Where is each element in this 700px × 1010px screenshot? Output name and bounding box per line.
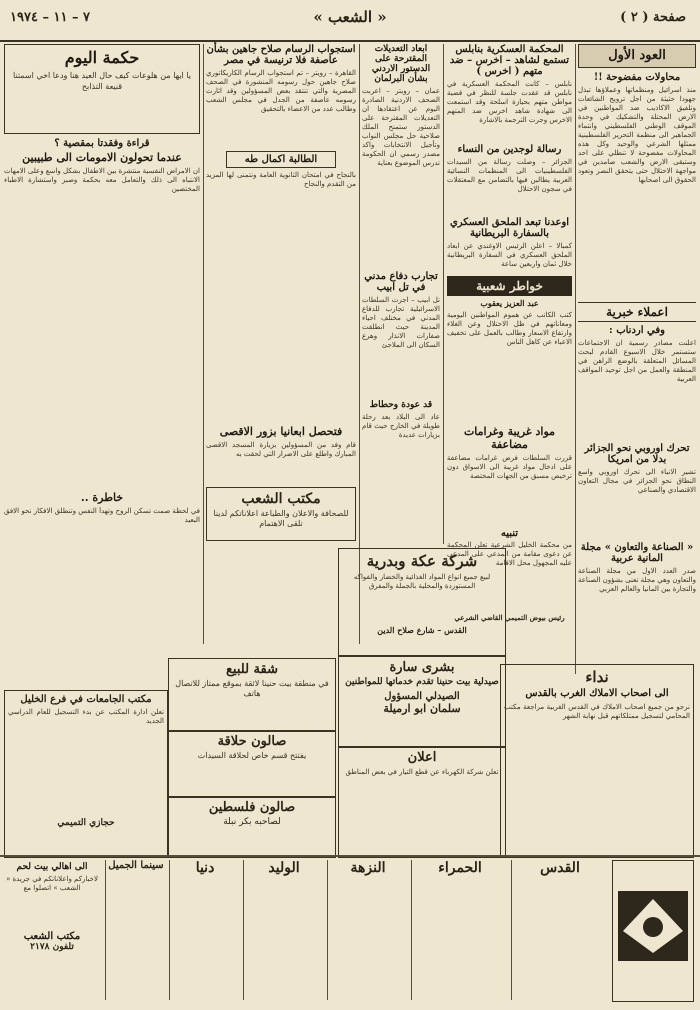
quote-title: حكمة اليوم bbox=[64, 48, 140, 67]
notice-signature: رئيس بيوض التميمي القاضي الشرعي bbox=[454, 613, 565, 622]
article-body: كتب الكاتب عن هموم المواطنين اليومية ومعاناتهم في ظل الاحتلال وعن الغلاء وارتفاع الاسعار وطالب بالعمل على تخفيف الاعباء عن كاهل الناس bbox=[447, 311, 572, 346]
headline: الطالبة اكمال طه bbox=[226, 151, 336, 168]
headline: وفي اردناب : bbox=[609, 325, 665, 336]
article-body: الجزائر – وصلت رسالة من السيدات الفلسطينيات الى المنظمات النسائية العربية يطالبن فيها بالتضامن مع المعتقلات في سجون الاحتلال bbox=[447, 158, 572, 193]
headline: تجارب دفاع مدني في تل ابيب bbox=[364, 271, 438, 293]
article-body: بالنجاح في امتحان الثانوية العامة ونتمنى لها المزيد من التقدم والنجاح bbox=[206, 171, 356, 188]
cinema-box bbox=[511, 860, 608, 1000]
notice-body: من محكمة الخليل الشرعية تعلن المحكمة عن دعوى مقامة من المدعي على المدعى عليه المجهول محل الاقامة bbox=[447, 541, 572, 567]
headline: قد عودة وحطاط bbox=[369, 400, 433, 410]
page-number: صفحة ( ٢ ) bbox=[620, 10, 686, 25]
ad-apartment bbox=[168, 658, 336, 732]
cinema-name: الوليد bbox=[268, 860, 300, 876]
quote-box bbox=[4, 44, 200, 134]
ad-pharmacy-owner: الصيدلي المسؤول bbox=[384, 691, 460, 702]
ad-appeal bbox=[500, 664, 694, 858]
ad-announcement bbox=[338, 746, 506, 858]
ad-salon-title: صالون حلاقة bbox=[217, 734, 287, 749]
paper-name: « الشعب » bbox=[313, 8, 387, 26]
ad-appeal-title: نداء bbox=[585, 668, 609, 686]
ad-salon-palestine-title: صالون فلسطين bbox=[208, 800, 296, 815]
article-body: قررت السلطات فرض غرامات مضاعفة على ادخال مواد غريبة الى الاسواق دون ترخيص مسبق من الجهات المختصة bbox=[447, 454, 572, 480]
column-rule bbox=[575, 44, 576, 674]
headline: تحرك اوروبي نحو الجزائر بدلا من امريكا bbox=[584, 443, 690, 465]
page-header bbox=[0, 0, 700, 42]
footer-phone: تلفون ٢١٧٨ bbox=[30, 942, 74, 952]
section-logo: اعملاء خبرية bbox=[578, 302, 696, 322]
cinema-name: القدس bbox=[540, 860, 580, 876]
ad-salon-palestine bbox=[168, 796, 336, 858]
ad-appeal-sub: الى اصحاب الاملاك الغرب بالقدس bbox=[525, 688, 669, 699]
column-4 bbox=[206, 44, 356, 644]
cinema-name: النزهة bbox=[350, 860, 386, 876]
ad-universities-sign: حجازي التميمي bbox=[57, 818, 115, 828]
article-body: نابلس – كانت المحكمة العسكرية في نابلس قد عقدت جلسة للنظر في قضية مواطن متهم بحيازة اسلحة وقد استمعت الى شهادة شاهد اخرس ضد المتهم الاخرس وجرت الترجمة بالاشارة bbox=[447, 80, 572, 124]
article-body: منذ اسرائيل ومنظماتها وعملاؤها تبذل جهودا حثيثة من اجل ترويج الشائعات وتلفيق الاكاذيب ضد المواطنين في الارض المحتلة والتشكيك في وحدة الموقف الوطني الفلسطيني وانتماء الجماهير الى منظمة التحرير الفلسطينية ممثلها الشرعي والوحيد وكل هذه المحاولات مفضوحة لا تنطلي على احد وستبقى الارض والشعب صامدين في مواجهة الاحتلال حتى يتحقق النصر وتعود الحقوق الى اصحابها bbox=[578, 86, 696, 184]
cinema-name: الحمراء bbox=[438, 860, 482, 876]
headline: اوعدنا تبعد الملحق العسكري بالسفارة البريطانية bbox=[449, 217, 570, 239]
ad-universities-title: مكتب الجامعات في فرع الخليل bbox=[20, 694, 152, 705]
article-body: اعلنت مصادر رسمية ان الاجتماعات ستستمر خلال الاسبوع القادم لبحث المسائل المتعلقة بالوضع الراهن في المنطقة والعمل من اجل توحيد المواقف العربية bbox=[578, 339, 696, 383]
ad-universities bbox=[4, 690, 168, 858]
article-body: عاد الى البلاد بعد رحلة طويلة في الخارج حيث قام بزيارات عديدة bbox=[362, 413, 440, 439]
footer-notice bbox=[4, 862, 100, 1002]
headline: خاطرة .. bbox=[80, 491, 124, 504]
ad-universities-body: تعلن ادارة المكتب عن بدء التسجيل للعام الدراسي الجديد bbox=[8, 708, 164, 725]
bottom-rule bbox=[0, 855, 700, 857]
footer-office: مكتب الشعب bbox=[23, 931, 81, 942]
ad-salon-palestine-body: لصاحبه بكر نبلة bbox=[223, 817, 281, 827]
article-body: كمبالا – اعلن الرئيس الاوغندي عن ابعاد الملحق العسكري في السفارة البريطانية خلال ثمان واربعين ساعة bbox=[447, 242, 572, 268]
ad-pharmacy-name: سلمان ابو ارميلة bbox=[383, 702, 461, 715]
footer-notice-title: الى اهالي بيت لحم bbox=[16, 862, 88, 872]
bottom-emblem bbox=[612, 860, 694, 1002]
article-body: في لحظة صمت تسكن الروح وتهدأ النفس وتنطلق الافكار نحو الافق البعيد bbox=[4, 507, 200, 524]
headline: عندما تحولون الامومات الى طبيبين bbox=[22, 151, 182, 164]
notice-title: تنبيه bbox=[500, 528, 519, 539]
ad-appeal-body: نرجو من جميع اصحاب الاملاك في القدس الغربية مراجعة مكتب المحامي لتسجيل ممتلكاتهم قبل نهاية الشهر bbox=[504, 703, 690, 720]
ad-announcement-title: اعلان bbox=[407, 750, 437, 765]
article-body: ان الامراض النفسية منتشرة بين الاطفال بشكل واسع وعلى الامهات الانتباه الى ذلك والتعامل معه بحكمة وصبر واستشارة الاطباء المختصين bbox=[4, 167, 200, 193]
headline: « الصناعة والتعاون » مجلة المانية عربية bbox=[580, 542, 694, 564]
ad-apartment-title: شقة للبيع bbox=[226, 662, 278, 677]
section-logo: العود الأول bbox=[578, 44, 696, 68]
article-body: القاهرة – رويتر – تم استجواب الرسام الكاريكاتوري صلاح جاهين حول رسومه المنشورة في الصحف المصرية والتي تنتقد بعض المسؤولين وقد اثارت رسومه عاصفة من الجدل في مجلس الشعب وطالب عدد من الاعضاء بالتحقيق bbox=[206, 69, 356, 113]
cinema-name: دنيا bbox=[195, 860, 215, 876]
footer-notice-body: لاخباركم واعلاناتكم في جريدة « الشعب » اتصلوا مع bbox=[5, 875, 98, 892]
ad-pharmacy bbox=[338, 656, 506, 748]
office-ad-body: للصحافة والاعلان والطباعة اعلاناتكم لدينا تلقى الاهتمام bbox=[213, 509, 349, 528]
headline: فتحصل ابعانيا بزور الاقصى bbox=[219, 425, 343, 438]
column-5 bbox=[4, 44, 200, 684]
headline: محاولات مفضوحة !! bbox=[593, 72, 681, 83]
article-body: عمان – رويتر – اعربت الصحف الاردنية الصادرة اليوم عن اعتقادها ان التعديلات المقترحة على الدستور ستمنح الملك صلاحية حل مجلس النواب وتأجيل الانتخابات واكد مصدر رسمي ان الحكومة تدرس الموضوع بعناية bbox=[362, 87, 440, 167]
cinema-box bbox=[243, 860, 324, 1000]
column-rule bbox=[203, 44, 204, 644]
cinema-box bbox=[327, 860, 408, 1000]
article-body: تل ابيب – اجرت السلطات الاسرائيلية تجارب للدفاع المدني في مختلف احياء المدينة حيث انطلقت صفارات الانذار وهرع السكان الى الملاجئ bbox=[362, 296, 440, 349]
article-body: قام وفد من المسؤولين بزيارة المسجد الاقصى المبارك واطلع على الاضرار التي لحقت به bbox=[206, 441, 356, 458]
headline: المحكمة العسكرية بنابلس تستمع لشاهد – اخرس – ضد متهم ( اخرس ) bbox=[449, 44, 570, 77]
ad-company-title: شركة عكة وبدرية bbox=[366, 552, 478, 570]
article-body: تشير الانباء الى تحرك اوروبي واسع النطاق نحو الجزائر في مجال التعاون الاقتصادي والصناعي bbox=[578, 468, 696, 494]
section-logo: خواطر شعبية bbox=[447, 276, 572, 296]
cinema-box bbox=[169, 860, 240, 1000]
ad-salon-body: يفتتح قسم خاص لحلاقة السيدات bbox=[197, 751, 307, 760]
emblem-icon bbox=[613, 861, 693, 1001]
ad-pharmacy-title: بشرى سارة bbox=[389, 660, 455, 675]
column-1 bbox=[578, 44, 696, 684]
cinema-box bbox=[105, 860, 166, 1000]
headline: مواد غريبة وغرامات مضاعفة bbox=[463, 425, 556, 451]
cinema-name: سينما الجميل bbox=[108, 860, 164, 871]
office-ad bbox=[206, 487, 356, 541]
headline: ابعاد التعديلات المقترحة على الدستور الاردني بشأن البرلمان bbox=[371, 44, 431, 84]
ad-announcement-body: تعلن شركة الكهرباء عن قطع التيار في بعض المناطق bbox=[345, 768, 499, 776]
ad-company-city: القدس – شارع صلاح الدين bbox=[377, 625, 467, 635]
ad-apartment-body: في منطقة بيت حنينا لائقة بموقع ممتاز للاتصال هاتف bbox=[175, 679, 329, 698]
cinema-box bbox=[411, 860, 508, 1000]
author-name: عبد العزيز يعقوب bbox=[480, 298, 539, 308]
headline: رسالة لوجدين من النساء bbox=[457, 144, 562, 155]
office-ad-title: مكتب الشعب bbox=[241, 491, 321, 507]
issue-date: ٧ – ١١ – ١٩٧٤ bbox=[10, 10, 91, 25]
ad-pharmacy-body: صيدلية بيت حنينا تقدم خدماتها للمواطنين bbox=[345, 677, 499, 687]
headline: استجواب الرسام صلاح جاهين بشأن عاصفة فلا ترنيسة في مصر bbox=[206, 44, 356, 66]
ad-salon bbox=[168, 730, 336, 798]
article-body: صدر العدد الاول من مجلة الصناعة والتعاون وهي مجلة تعنى بشؤون الصناعة والتجارة بين المانيا والعالم العربي bbox=[578, 567, 696, 593]
headline: قراءة وفقدتا بمقصية ؟ bbox=[54, 138, 150, 149]
column-3 bbox=[362, 44, 440, 544]
ad-company bbox=[338, 548, 506, 656]
quote-text: يا ايها من هلوعات كيف حال العيد هنا ودعا اخي اسمتنا قنيعة التذابح bbox=[13, 71, 191, 91]
ad-company-body: لبيع جميع انواع المواد الغذائية والخضار والفواكه المستوردة والمحلية بالجملة والمفرق bbox=[353, 573, 491, 590]
column-rule bbox=[443, 44, 444, 544]
